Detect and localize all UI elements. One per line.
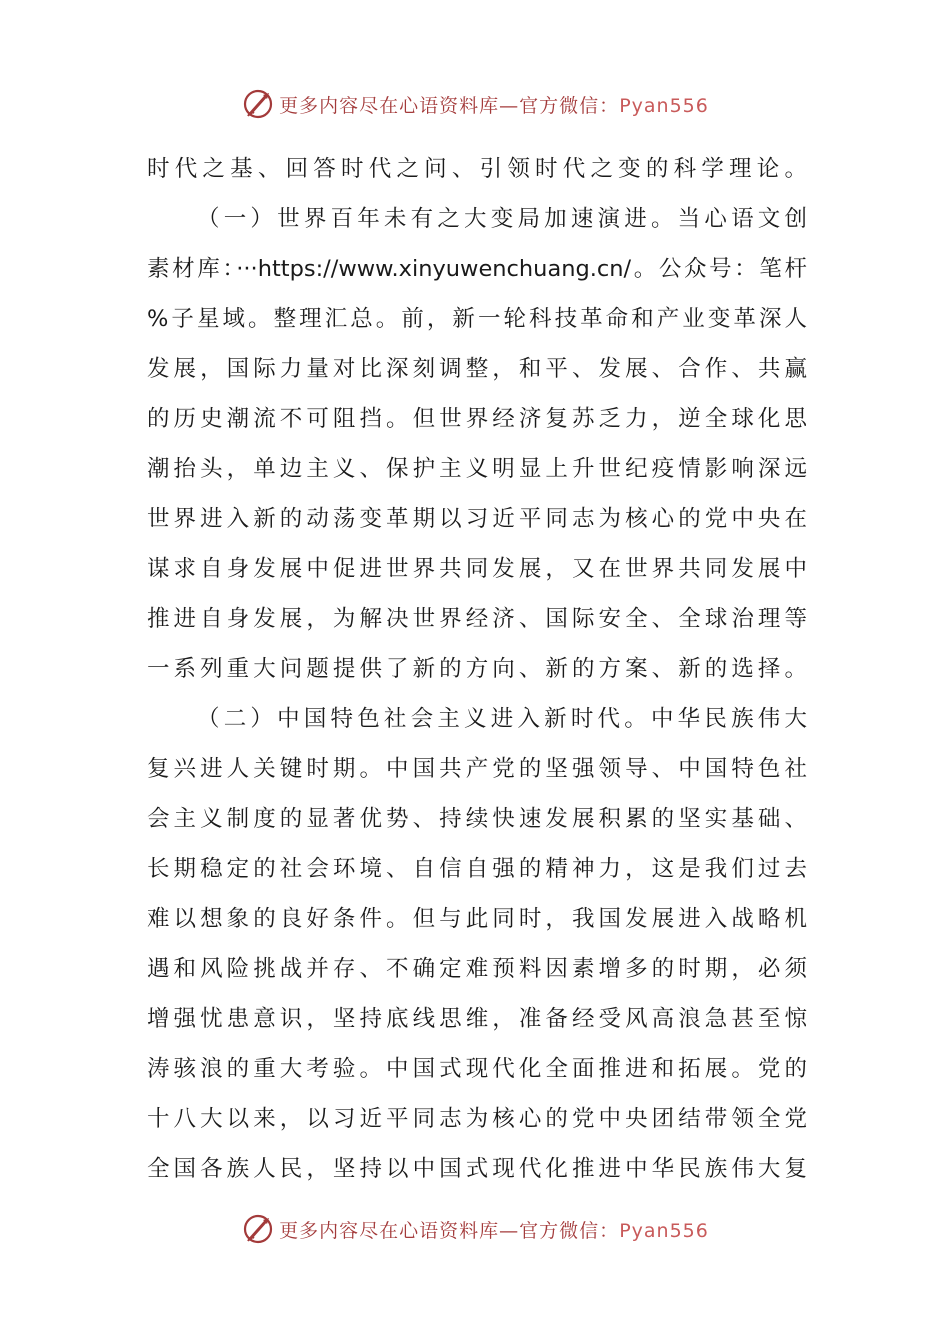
- banner-handle: Pyan556: [619, 94, 709, 117]
- banner-label: 官方微信：: [519, 1219, 620, 1242]
- footer-banner-text: [279, 1216, 709, 1243]
- body-line: 潮抬头，单边主义、保护主义明显上升世纪疫情影响深远: [147, 456, 807, 482]
- body-line: 推进自身发展，为解决世界经济、国际安全、全球治理等: [147, 606, 807, 632]
- banner-separator: —: [499, 1219, 520, 1242]
- body-line: 全国各族人民，坚持以中国式现代化推进中华民族伟大复: [147, 1156, 807, 1182]
- document-body: [147, 144, 807, 1194]
- banner-handle: Pyan556: [619, 1219, 709, 1242]
- body-line: 时代之基、回答时代之问、引领时代之变的科学理论。: [147, 156, 807, 182]
- body-line: 会主义制度的显著优势、持续快速发展积累的坚实基础、: [147, 806, 807, 832]
- footer-banner: [0, 1209, 950, 1249]
- banner-main-text: 更多内容尽在心语资料库: [279, 1219, 500, 1242]
- body-line: 长期稳定的社会环境、自信自强的精神力，这是我们过去: [147, 856, 807, 882]
- body-line: 复兴进人关键时期。中国共产党的坚强领导、中国特色社: [147, 756, 807, 782]
- header-banner: [0, 84, 950, 124]
- header-banner-text: [279, 91, 709, 118]
- body-line: 的历史潮流不可阻挡。但世界经济复苏乏力，逆全球化思: [147, 406, 807, 432]
- body-line: 世界进入新的动荡变革期以习近平同志为核心的党中央在: [147, 506, 807, 532]
- body-line: 发展，国际力量对比深刻调整，和平、发展、合作、共赢: [147, 356, 807, 382]
- body-line: 一系列重大问题提供了新的方向、新的方案、新的选择。: [147, 656, 807, 682]
- body-line: 涛骇浪的重大考验。中国式现代化全面推进和拓展。党的: [147, 1056, 807, 1082]
- body-line: 增强忧患意识，坚持底线思维，准备经受风高浪急甚至惊: [147, 1006, 807, 1032]
- body-line: 谋求自身发展中促进世界共同发展，又在世界共同发展中: [147, 556, 807, 582]
- pen-logo-icon: [241, 1212, 275, 1246]
- banner-separator: —: [499, 94, 520, 117]
- body-line: 难以想象的良好条件。但与此同时，我国发展进入战略机: [147, 906, 807, 932]
- body-line: 素材库：···https://www.xinyuwenchuang.cn/。公众号：笔杆: [147, 256, 807, 282]
- body-line: 十八大以来，以习近平同志为核心的党中央团结带领全党: [147, 1106, 807, 1132]
- body-line: 遇和风险挑战并存、不确定难预料因素增多的时期，必须: [147, 956, 807, 982]
- banner-label: 官方微信：: [519, 94, 620, 117]
- body-line: %子星域。整理汇总。前，新一轮科技革命和产业变革深人: [147, 306, 807, 332]
- pen-logo-icon: [241, 87, 275, 121]
- banner-main-text: 更多内容尽在心语资料库: [279, 94, 500, 117]
- body-line: （一）世界百年未有之大变局加速演进。当心语文创: [197, 206, 807, 232]
- body-line: （二）中国特色社会主义进入新时代。中华民族伟大: [197, 706, 807, 732]
